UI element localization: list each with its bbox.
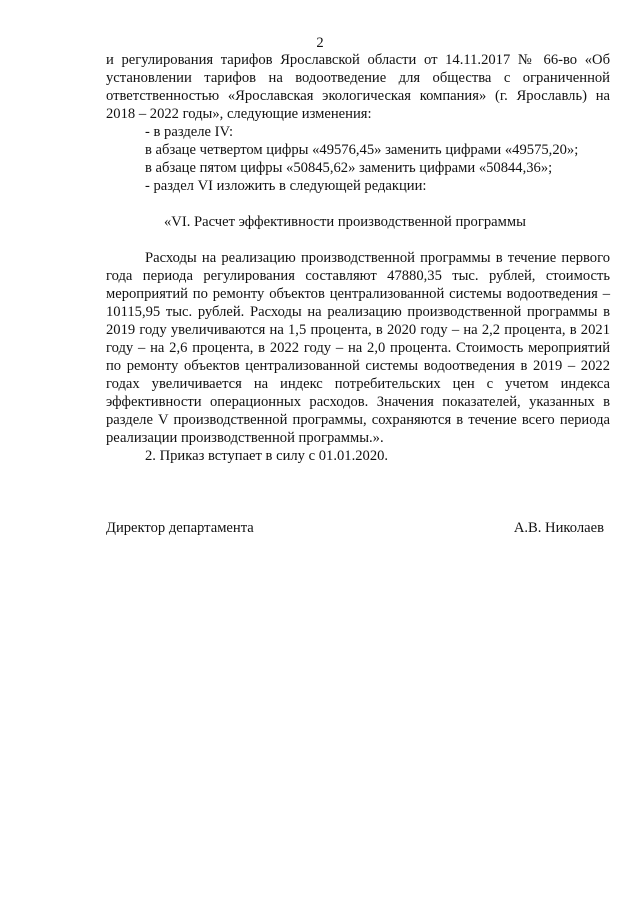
page-number: 2	[316, 35, 324, 51]
list-item: в абзаце четвертом цифры «49576,45» заменить цифрами «49575,20»;	[145, 142, 579, 158]
section-heading: «VI. Расчет эффективности производственной программы	[164, 214, 526, 230]
document-body	[106, 51, 610, 465]
signatory-position: Директор департамента	[106, 520, 254, 536]
section-paragraph: Расходы на реализацию производственной программы в течение первого года периода регулирования составляют 47880,35 тыс. рублей, стоимость мероприятий по ремонту объектов централизованной системы водоотведения – 10115,95 тыс. рублей. Расходы на реализацию производственной программы в 2019 году увеличиваются на 1,5 процента, в 2020 году – на 2,2 процента, в 2021 году – на 2,6 процента, в 2022 году – на 2,0 процента. Стоимость мероприятий по ремонту объектов централизованной системы водоотведения в 2019 – 2022 годах увеличивается на индекс потребительских цен с учетом индекса эффективности операционных расходов. Значения показателей, указанных в разделе V производственной программы, сохраняются в течение всего периода реализации производственной программы.».	[106, 250, 610, 446]
list-item: в абзаце пятом цифры «50845,62» заменить цифрами «50844,36»;	[145, 160, 553, 176]
list-item: - раздел VI изложить в следующей редакции:	[145, 178, 427, 194]
list-item: - в разделе IV:	[145, 124, 234, 140]
signatory-name: А.В. Николаев	[513, 520, 604, 536]
spacer	[106, 231, 610, 249]
intro-paragraph: и регулирования тарифов Ярославской области от 14.11.2017 № 66-во «Об установлении тарифов на водоотведение для общества с ограниченной ответственностью «Ярославская экологическая компания» (г. Ярославль) на 2018 – 2022 годы», следующие изменения:	[106, 52, 610, 122]
point-2-paragraph: 2. Приказ вступает в силу с 01.01.2020.	[145, 448, 389, 464]
